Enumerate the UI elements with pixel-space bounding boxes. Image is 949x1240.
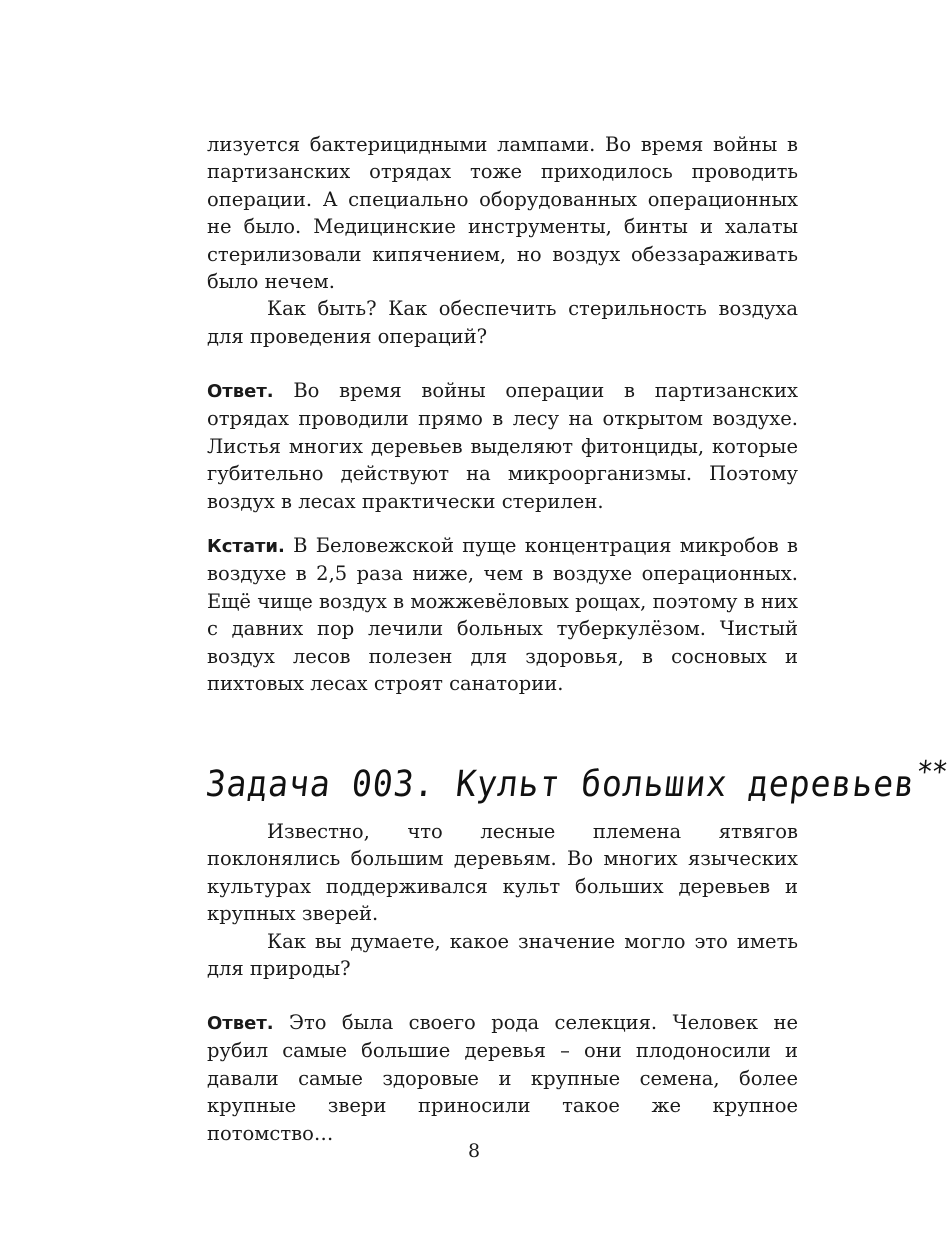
intro-text-block	[207, 131, 798, 350]
answer-paragraph-2	[207, 1009, 798, 1147]
difficulty-stars: **	[914, 755, 948, 790]
page-number: 8	[467, 1140, 481, 1162]
answer-label-1: Ответ.	[207, 381, 274, 402]
answer-label-2: Ответ.	[207, 1013, 274, 1034]
by-the-way-paragraph	[207, 532, 798, 697]
answer-block-2	[207, 1009, 798, 1147]
answer-text-1: Во время войны операции в партизанских отрядах проводили прямо в лесу на открытом воздухе. Листья многих деревьев выделяют фитонциды, которые губительно действуют на микроорганизмы. Поэтому воздух в лесах практически стерилен.	[207, 379, 798, 513]
answer-block-1	[207, 377, 798, 515]
task-title-text: Задача 003. Культ больших деревьев	[203, 764, 918, 805]
task-heading	[203, 738, 948, 808]
by-the-way-block	[207, 532, 798, 697]
intro-question: Как быть? Как обеспечить стерильность воздуха для проведения операций?	[207, 297, 798, 348]
task-text-block	[207, 818, 798, 982]
intro-paragraph: лизуется бактерицидными лампами. Во время войны в партизанских отрядах тоже приходилось проводить операции. А специально оборудованных операционных не было. Медицинские инструменты, бинты и халаты стерилизовали кипячением, но воздух обеззараживать было нечем.	[207, 133, 798, 294]
answer-text-2: Это была своего рода селекция. Человек не рубил самые большие деревья – они плодоносили и давали самые здоровые и крупные семена, более крупные звери приносили такое же крупное потомство…	[207, 1011, 798, 1145]
by-the-way-text: В Беловежской пуще концентрация микробов в воздухе в 2,5 раза ниже, чем в воздухе операционных. Ещё чище воздух в можжевёловых рощах, поэтому в них с давних пор лечили больных туберкулёзом. Чистый воздух лесов полезен для здоровья, в сосновых и пихтовых лесах строят санатории.	[207, 534, 798, 696]
answer-paragraph-1	[207, 377, 798, 515]
by-the-way-label: Кстати.	[207, 536, 285, 557]
task-paragraph: Известно, что лесные племена ятвягов поклонялись большим деревьям. Во многих языческих культурах поддерживался культ больших деревьев и крупных зверей.	[207, 820, 798, 926]
task-question: Как вы думаете, какое значение могло это иметь для природы?	[207, 929, 798, 981]
